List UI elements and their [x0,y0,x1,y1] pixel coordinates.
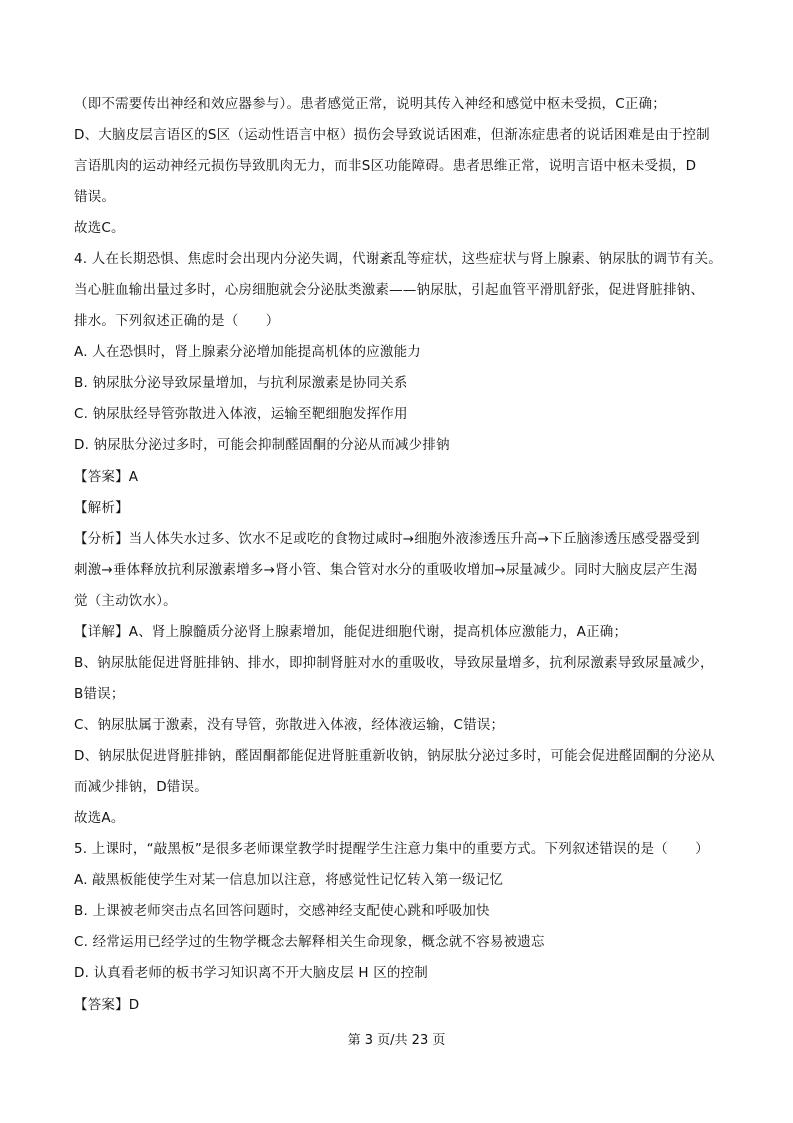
analysis-label: 【解析】 [74,500,129,516]
text-line: 而减少排钠，D错误。 [74,779,208,795]
text-line: （即不需要传出神经和效应器参与）。患者感觉正常，说明其传入神经和感觉中枢未受损，C正确； [74,96,666,112]
option-c: C. 经常运用已经学过的生物学概念去解释相关生命现象，概念就不容易被遗忘 [74,934,545,950]
option-a: A. 人在恐惧时，肾上腺素分泌增加能提高机体的应激能力 [74,344,421,360]
option-b: B. 上课被老师突击点名回答问题时，交感神经支配使心跳和呼吸加快 [74,903,490,919]
text-line: 言语肌肉的运动神经元损伤导致肌肉无力，而非S区功能障碍。患者思维正常，说明言语中枢未受损，D [74,158,697,174]
page-footer: 第 3 页/共 23 页 [347,1033,446,1048]
text-line: B错误； [74,686,125,702]
text-line: B、钠尿肽能促进肾脏排钠、排水，即抑制肾脏对水的重吸收，导致尿量增多，抗利尿激素导致尿量减少， [74,655,714,671]
text-line: 故选A。 [74,810,125,826]
text-line: 错误。 [74,189,116,205]
text-line: 【分析】当人体失水过多、饮水不足或吃的食物过咸时→细胞外液渗透压升高→下丘脑渗透压感受器受到 [74,531,700,547]
text-line: 觉（主动饮水）。 [74,593,177,609]
answer-label: 【答案】A [74,469,139,485]
text-line: D、大脑皮层言语区的S区（运动性语言中枢）损伤会导致说话困难，但渐冻症患者的说话困难是由于控制 [74,127,710,143]
question-4-stem: 4. 人在长期恐惧、焦虑时会出现内分泌失调，代谢紊乱等症状，这些症状与肾上腺素、钠尿肽的调节有关。 [74,251,722,267]
option-d: D. 认真看老师的板书学习知识离不开大脑皮层 H 区的控制 [74,965,429,981]
text-line: 当心脏血输出量过多时，心房细胞就会分泌肽类激素——钠尿肽，引起血管平滑肌舒张，促进肾脏排钠、 [74,282,705,298]
text-line: 【详解】A、肾上腺髓质分泌肾上腺素增加，能促进细胞代谢，提高机体应激能力，A正确； [74,624,628,640]
text-line: 故选C。 [74,220,125,236]
text-line: C、钠尿肽属于激素，没有导管，弥散进入体液，经体液运输，C错误； [74,717,505,733]
text-line: 刺激→垂体释放抗利尿激素增多→肾小管、集合管对水分的重吸收增加→尿量减少。同时大脑皮层产生渴 [74,562,698,578]
option-d: D. 钠尿肽分泌过多时，可能会抑制醛固酮的分泌从而减少排钠 [74,437,450,453]
text-line: 排水。下列叙述正确的是（ ） [74,313,280,329]
option-c: C. 钠尿肽经导管弥散进入体液，运输至靶细胞发挥作用 [74,406,408,422]
option-b: B. 钠尿肽分泌导致尿量增加，与抗利尿激素是协同关系 [74,375,408,391]
answer-label: 【答案】D [74,997,140,1013]
text-line: D、钠尿肽促进肾脏排钠，醛固酮都能促进肾脏重新收钠，钠尿肽分泌过多时，可能会促进醛固酮的分泌从 [74,748,715,764]
question-5-stem: 5. 上课时，“敲黑板”是很多老师课堂教学时提醒学生注意力集中的重要方式。下列叙述错误的是（ ） [74,841,709,857]
option-a: A. 敲黑板能使学生对某一信息加以注意，将感觉性记忆转入第一级记忆 [74,872,504,888]
